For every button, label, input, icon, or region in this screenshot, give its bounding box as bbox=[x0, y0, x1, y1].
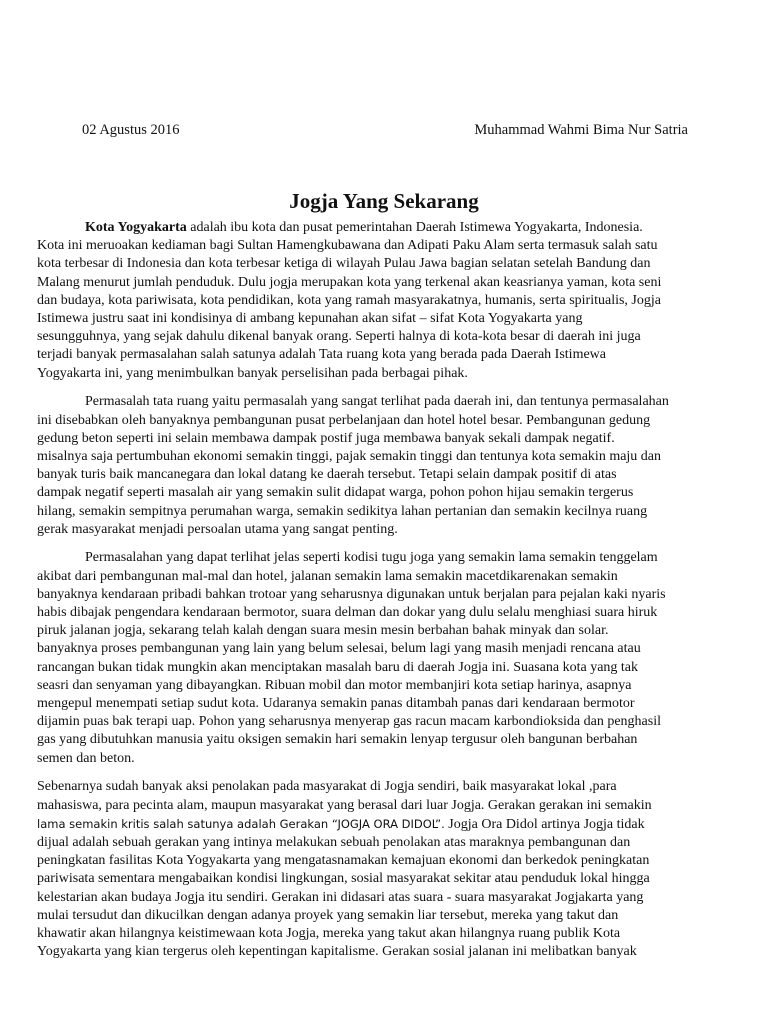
paragraph-3 bbox=[37, 549, 701, 767]
paragraph-4 bbox=[37, 778, 701, 961]
paragraph-line: Permasalah tata ruang yaitu permasalah yang sangat terlihat pada daerah ini, dan tentunya permasalahan bbox=[85, 394, 669, 410]
paragraph-line: banyak turis baik mancanegara dan lokal datang ke daerah tersebut. Tetapi selain dampak positif di atas bbox=[37, 467, 617, 483]
paragraph-line: kelestarian akan budaya Jogja itu sendiri. Gerakan ini didasari atas suara - suara masyarakat Jogjakarta yang bbox=[37, 889, 644, 905]
paragraph-1 bbox=[37, 219, 701, 383]
paragraph-line: misalnya saja pertumbuhan ekonomi semakin tinggi, pajak semakin tinggi dan tentunya kota semakin maju dan bbox=[37, 448, 662, 464]
paragraph-line: Yogyakarta ini, yang menimbulkan banyak perselisihan pada berbagai pihak. bbox=[37, 365, 468, 381]
paragraph-line: Yogyakarta yang kian tergerus oleh kepentingan kapitalisme. Gerakan sosial jalanan ini melibatkan banyak bbox=[37, 944, 637, 960]
paragraph-line: seasri dan senyaman yang dibayangkan. Ribuan mobil dan motor membanjiri kota setiap harinya, asapnya bbox=[37, 677, 632, 693]
paragraph-line: habis dibajak pengendara kendaraan bermotor, suara delman dan dokar yang dulu selalu menghiasi suara hiruk bbox=[37, 605, 658, 621]
paragraph-line: Kota Yogyakarta adalah ibu kota dan pusat pemerintahan Daerah Istimewa Yogyakarta, Indonesia. bbox=[85, 220, 643, 235]
paragraph-line: kota terbesar di Indonesia dan kota terbesar ketiga di wilayah Pulau Jawa bagian selatan setelah Bandung dan bbox=[37, 256, 651, 272]
paragraph-line: semen dan beton. bbox=[37, 750, 135, 766]
paragraph-line: banyaknya proses pembangunan yang lain yang belum selesai, belum lagi yang masih menjadi rencana atau bbox=[37, 641, 641, 657]
paragraph-line: Malang menurut jumlah penduduk. Dulu jogja merupakan kota yang terkenal akan keasrianya yaman, kota seni bbox=[37, 274, 662, 290]
paragraph-line: mulai tersudut dan dikucilkan dengan adanya proyek yang semakin liar tersebut, mereka yang takut dan bbox=[37, 907, 619, 923]
paragraph-line: ini disebabkan oleh banyaknya pembangunan pusat perbelanjaan dan hotel hotel besar. Pembangunan gedung bbox=[37, 412, 651, 428]
paragraph-line: dijual adalah sebuah gerakan yang intinya melakukan sebuah penolakan atas maraknya pembangunan dan bbox=[37, 835, 631, 850]
document-author: Muhammad Wahmi Bima Nur Satria bbox=[474, 122, 688, 138]
paragraph-line: sesungguhnya, yang sejak dahulu dikenal banyak orang. Seperti halnya di kota-kota besar di daerah ini juga bbox=[37, 329, 641, 345]
paragraph-line: khawatir akan hilangnya keistimewaan kota Jogja, mereka yang takut akan hilangnya ruang publik Kota bbox=[37, 926, 621, 942]
paragraph-line: Istimewa justru saat ini kondisinya di ambang kepunahan akan sifat – sifat Kota Yogyakarta yang bbox=[37, 311, 583, 327]
paragraph-line: peningkatan fasilitas Kota Yogyakarta yang mengatasnamakan kemajuan ekonomi dan berkedok peningkatan bbox=[37, 853, 650, 869]
paragraph-line: mahasiswa, para pecinta alam, maupun masyarakat yang berasal dari luar Jogja. Gerakan gerakan ini semakin bbox=[37, 797, 652, 813]
paragraph-2 bbox=[37, 393, 701, 539]
paragraph-line: Permasalahan yang dapat terlihat jelas seperti kodisi tugu joga yang semakin lama semakin tenggelam bbox=[85, 550, 658, 566]
paragraph-line: terjadi banyak permasalahan salah satunya adalah Tata ruang kota yang berada pada Daerah Istimewa bbox=[37, 347, 607, 363]
paragraph-line: gedung beton seperti ini selain membawa dampak postif juga membawa banyak sekali dampak negatif. bbox=[37, 430, 615, 446]
paragraph-line: pariwisata sementara mengabaikan kondisi lingkungan, sosial masyarakat sekitar atau penduduk lokal hingga bbox=[37, 871, 650, 887]
paragraph-line: dijamin puas bak terapi uap. Pohon yang seharusnya menyerap gas racun macam karbondioksida dan penghasil bbox=[37, 714, 661, 730]
document-title: Jogja Yang Sekarang bbox=[289, 189, 479, 213]
paragraph-line: piruk jalanan jogja, sekarang telah kalah dengan suara mesin mesin berbahan bahak minyak dan solar. bbox=[37, 623, 609, 639]
bold-lead: Kota Yogyakarta bbox=[85, 220, 187, 235]
document-header bbox=[82, 121, 688, 141]
paragraph-line: dan budaya, kota pariwisata, kota pendidikan, kota yang ramah masyarakatnya, humanis, serta spiritualis, Jogja bbox=[37, 292, 661, 308]
paragraph-line: lama semakin kritis salah satunya adalah Gerakan “JOGJA ORA DIDOL”. Jogja Ora Didol artinya Jogja tidak bbox=[37, 816, 645, 832]
paragraph-line: Sebenarnya sudah banyak aksi penolakan pada masyarakat di Jogja sendiri, baik masyarakat lokal ,para bbox=[37, 779, 617, 795]
paragraph-line: Kota ini meruoakan kediaman bagi Sultan Hamengkubawana dan Adipati Paku Alam serta termasuk salah satu bbox=[37, 238, 658, 254]
sans-inline-text: lama semakin kritis salah satunya adalah Gerakan “JOGJA ORA DIDOL”. bbox=[37, 816, 445, 831]
paragraph-line: hilang, semakin sempitnya perumahan warga, semakin sedikitya lahan pertanian dan semakin kecilnya ruang bbox=[37, 503, 648, 519]
document-body bbox=[37, 219, 701, 972]
paragraph-line: gas yang dibutuhkan manusia yaitu oksigen semakin hari semakin lenyap tergusur oleh bangunan berbahan bbox=[37, 732, 638, 748]
paragraph-line: mengepul menempati setiap sudut kota. Udaranya semakin panas ditambah panas dari kendaraan bermotor bbox=[37, 696, 635, 712]
paragraph-line: rancangan bukan tidak mungkin akan menciptakan masalah baru di daerah Jogja ini. Suasana kota yang tak bbox=[37, 659, 639, 675]
paragraph-line: dampak negatif seperti masalah air yang semakin sulit didapat warga, pohon pohon hijau semakin tergerus bbox=[37, 485, 634, 501]
paragraph-line: gerak masyarakat menjadi persoalan utama yang sangat penting. bbox=[37, 521, 398, 537]
document-date: 02 Agustus 2016 bbox=[82, 122, 180, 138]
paragraph-line: banyaknya kendaraan pribadi bahkan trotoar yang seharusnya digunakan untuk berjalan para pejalan kaki nyaris bbox=[37, 586, 666, 602]
paragraph-line: akibat dari pembangunan mal-mal dan hotel, jalanan semakin lama semakin macetdikarenakan semakin bbox=[37, 568, 618, 584]
